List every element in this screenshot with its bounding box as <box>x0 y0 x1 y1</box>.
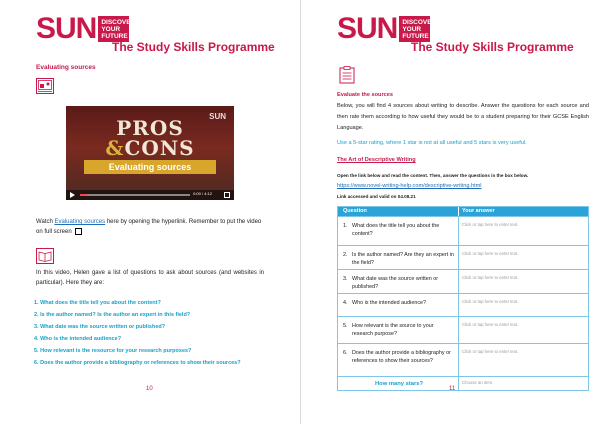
watch-instruction <box>36 217 264 237</box>
answer-field[interactable]: Click or tap here to enter text. <box>458 294 588 316</box>
table-header <box>338 207 588 216</box>
question-cell <box>338 294 458 316</box>
table-row <box>338 343 588 376</box>
logo-tagline <box>399 16 437 42</box>
video-ampersand: & <box>105 136 125 160</box>
open-link-instruction: Open the link below and read the content. Then, answer the questions in the box below. <box>337 173 529 178</box>
right-page <box>300 0 600 424</box>
video-progress-track[interactable] <box>80 194 190 196</box>
evaluating-sources-link[interactable]: Evaluating sources <box>54 219 106 225</box>
question-cell <box>338 217 458 245</box>
source-heading: The Art of Descriptive Writing <box>337 157 416 163</box>
answer-field[interactable]: Click or tap here to enter text. <box>458 344 588 376</box>
logo-sun-text: SUN <box>36 12 97 45</box>
question-text: What date was the source written or published? <box>352 276 438 290</box>
page-number: 10 <box>146 386 153 392</box>
question-list <box>34 297 274 369</box>
watch-suffix: here by opening the hyperlink. Remember to put the video on full screen <box>36 219 262 235</box>
video-player-icon <box>36 78 54 99</box>
answer-field[interactable]: Click or tap here to enter text. <box>458 317 588 343</box>
table-row <box>338 216 588 245</box>
question-cell <box>338 246 458 269</box>
question-text: What does the title tell you about the content? <box>352 223 440 237</box>
answer-field[interactable]: Click or tap here to enter text. <box>458 270 588 293</box>
page-number: 11 <box>449 386 456 392</box>
logo-sun-text: SUN <box>337 12 398 45</box>
stars-dropdown[interactable]: Choose an item. <box>458 377 588 390</box>
logo-tagline <box>98 16 136 42</box>
answer-field[interactable]: Click or tap here to enter text. <box>458 246 588 269</box>
question-number: 2. <box>343 252 348 258</box>
watch-prefix: Watch <box>36 219 55 225</box>
table-row <box>338 293 588 316</box>
logo-line-1: DISCOVER <box>101 18 136 26</box>
column-header-answer: Your answer <box>458 207 588 216</box>
table-row <box>338 269 588 293</box>
question-text: Who is the intended audience? <box>352 300 427 306</box>
stars-label: How many stars? <box>375 381 423 387</box>
list-item: 3. What date was the source written or published? <box>34 324 166 330</box>
programme-title: The Study Skills Programme <box>112 40 275 54</box>
answer-field[interactable]: Click or tap here to enter text. <box>458 217 588 245</box>
list-item: 5. How relevant is the resource for your research purposes? <box>34 348 192 354</box>
logo-line-2: YOUR <box>402 25 422 33</box>
list-item: 6. Does the author provide a bibliography or references to show their sources? <box>34 360 241 366</box>
question-text: Does the author provide a bibliography or references to show their sources? <box>352 350 451 364</box>
question-number: 6. <box>343 350 348 356</box>
checklist-icon <box>339 66 355 89</box>
question-text: Is the author named? Are they an expert in the field? <box>352 252 454 266</box>
video-controls <box>66 190 234 200</box>
video-pros-text: PROS <box>116 116 184 140</box>
question-number: 3. <box>343 276 348 282</box>
video-player[interactable] <box>66 106 234 200</box>
column-header-question: Question <box>343 208 367 214</box>
list-item: 1. What does the title tell you about the content? <box>34 300 161 306</box>
question-number: 4. <box>343 300 348 306</box>
video-timecode: 0:00 / 4:12 <box>193 191 212 196</box>
logo-line-2: YOUR <box>101 25 121 33</box>
video-cons-text: CONS <box>124 136 195 160</box>
question-text: How relevant is the source to your research purpose? <box>352 323 434 337</box>
play-icon[interactable] <box>70 192 75 198</box>
question-number: 1. <box>343 223 348 229</box>
list-item: 2. Is the author named? Is the author an expert in this field? <box>34 312 191 318</box>
logo-line-3: FUTURE <box>402 32 429 40</box>
video-banner: Evaluating sources <box>84 160 216 174</box>
video-watermark: SUN <box>209 112 226 121</box>
question-cell <box>338 270 458 293</box>
fullscreen-icon[interactable] <box>224 192 230 198</box>
table-row <box>338 316 588 343</box>
programme-title: The Study Skills Programme <box>411 40 574 54</box>
question-cell <box>338 344 458 376</box>
questions-table <box>337 206 589 391</box>
stars-row <box>338 376 588 390</box>
table-row <box>338 245 588 269</box>
question-number: 5. <box>343 323 348 329</box>
rating-note: Use a 5-star rating, where 1 star is not at all useful and 5 stars is very useful. <box>337 140 527 146</box>
expand-icon <box>75 228 82 235</box>
source-url-wrap <box>337 181 589 191</box>
source-url-link[interactable]: https://www.novel-writing-help.com/descriptive-writing.html <box>337 183 482 189</box>
list-item: 4. Who is the intended audience? <box>34 336 122 342</box>
access-note: Link accessed and valid on 04.08.21 <box>337 194 416 199</box>
logo-line-1: DISCOVER <box>402 18 437 26</box>
question-cell <box>338 317 458 343</box>
video-title-cons <box>66 138 234 158</box>
intro-paragraph: In this video, Helen gave a list of questions to ask about sources (and websites in particular). Here they are: <box>36 270 264 286</box>
video-progress-fill <box>80 194 87 196</box>
section-heading: Evaluating sources <box>36 64 96 71</box>
open-book-icon <box>36 248 54 269</box>
logo-line-3: FUTURE <box>101 32 128 40</box>
video-title-pros <box>66 118 234 138</box>
section-heading: Evaluate the sources <box>337 92 393 98</box>
instructions-paragraph: Below, you will find 4 sources about writing to describe. Answer the questions for each source and then rate them according to how useful they would be to a student preparing for their GCSE English Language. <box>337 103 589 131</box>
